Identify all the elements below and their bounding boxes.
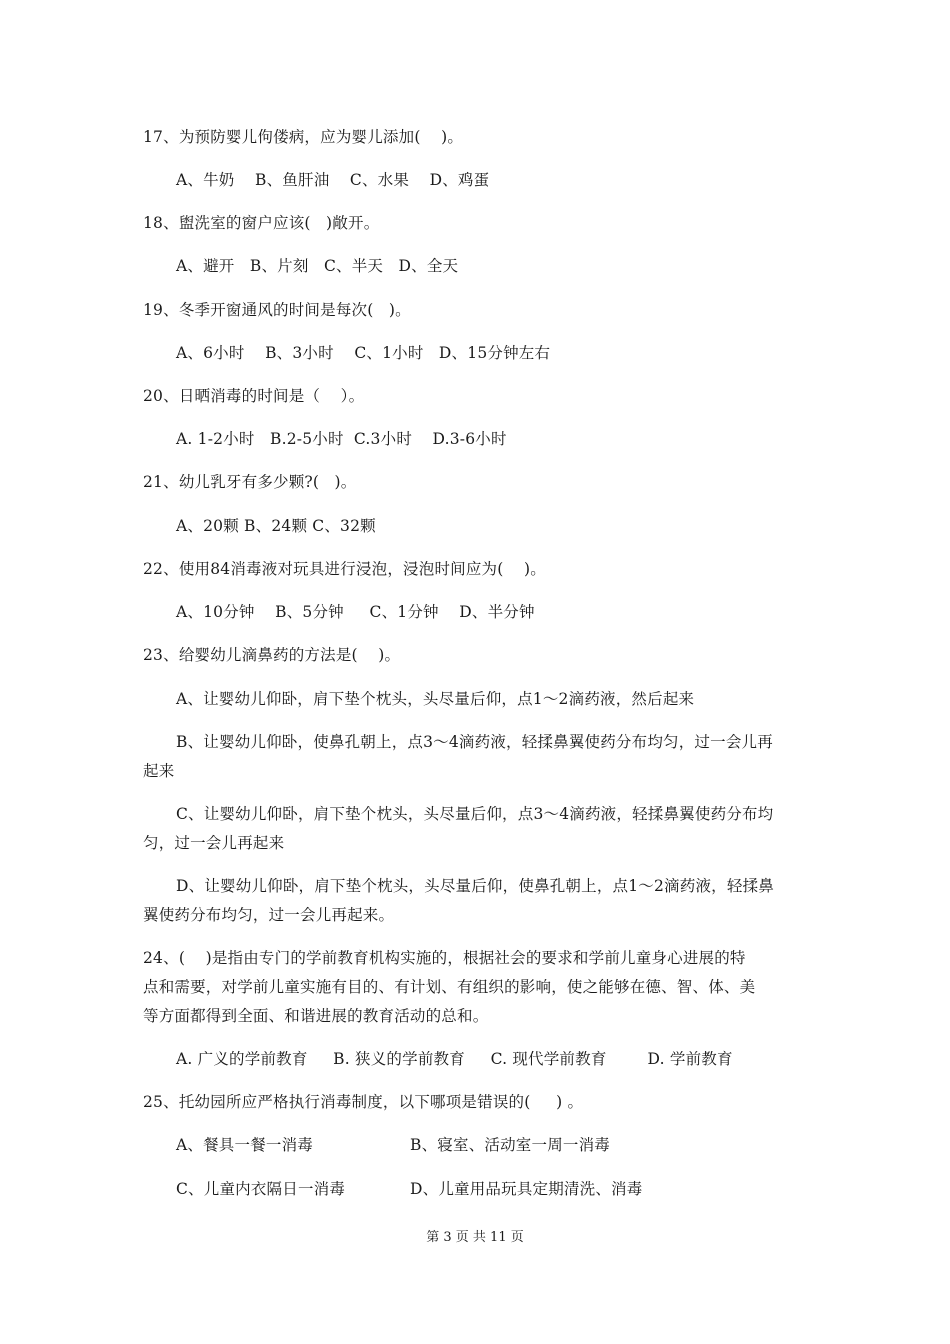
- question-22: 22、使用84消毒液对玩具进行浸泡，浸泡时间应为( )。: [143, 560, 546, 578]
- question-17: 17、为预防婴儿佝偻病，应为婴儿添加( )。: [143, 128, 464, 146]
- question-22-options: A、10分钟 B、5分钟 C、1分钟 D、半分钟: [176, 603, 535, 621]
- question-23-option-b-cont: 起来: [143, 762, 175, 780]
- question-23-option-a: A、让婴幼儿仰卧，肩下垫个枕头，头尽量后仰，点1～2滴药液，然后起来: [176, 690, 695, 708]
- question-25-option-d: D、儿童用品玩具定期清洗、消毒: [410, 1180, 643, 1198]
- question-23: 23、给婴幼儿滴鼻药的方法是( )。: [143, 646, 401, 664]
- question-19: 19、冬季开窗通风的时间是每次( )。: [143, 301, 411, 319]
- question-18-options: A、避开 B、片刻 C、半天 D、全天: [176, 257, 459, 275]
- question-24: 24、( )是指由专门的学前教育机构实施的，根据社会的要求和学前儿童身心进展的特: [143, 949, 746, 967]
- page-footer: 第 3 页 共 11 页: [426, 1230, 524, 1245]
- question-23-option-c-cont: 匀，过一会儿再起来: [143, 834, 285, 852]
- question-25-option-b: B、寝室、活动室一周一消毒: [410, 1136, 610, 1154]
- question-20-options: A. 1-2小时 B.2-5小时 C.3小时 D.3-6小时: [176, 430, 507, 448]
- question-23-option-c: C、让婴幼儿仰卧，肩下垫个枕头，头尽量后仰，点3～4滴药液，轻揉鼻翼使药分布均: [176, 805, 774, 823]
- question-20: 20、日晒消毒的时间是（ ）。: [143, 387, 365, 405]
- question-25-option-a: A、餐具一餐一消毒: [176, 1136, 313, 1154]
- question-17-options: A、牛奶 B、鱼肝油 C、水果 D、鸡蛋: [176, 171, 490, 189]
- question-25-option-c: C、儿童内衣隔日一消毒: [176, 1180, 346, 1198]
- question-21-options: A、20颗 B、24颗 C、32颗: [176, 517, 376, 535]
- question-21: 21、幼儿乳牙有多少颗?( )。: [143, 473, 357, 491]
- question-23-option-d: D、让婴幼儿仰卧，肩下垫个枕头，头尽量后仰，使鼻孔朝上，点1～2滴药液，轻揉鼻: [176, 877, 774, 895]
- question-24-cont-2: 等方面都得到全面、和谐进展的教育活动的总和。: [143, 1007, 489, 1025]
- question-19-options: A、6小时 B、3小时 C、1小时 D、15分钟左右: [176, 344, 551, 362]
- question-25: 25、托幼园所应严格执行消毒制度，以下哪项是错误的( ) 。: [143, 1093, 584, 1111]
- question-23-option-d-cont: 翼使药分布均匀，过一会儿再起来。: [143, 906, 395, 924]
- question-24-options: A. 广义的学前教育 B. 狭义的学前教育 C. 现代学前教育 D. 学前教育: [176, 1050, 733, 1068]
- question-24-cont-1: 点和需要，对学前儿童实施有目的、有计划、有组织的影响，使之能够在德、智、体、美: [143, 978, 756, 996]
- question-23-option-b: B、让婴幼儿仰卧，使鼻孔朝上，点3～4滴药液，轻揉鼻翼使药分布均匀，过一会儿再: [176, 733, 773, 751]
- question-18: 18、盥洗室的窗户应该( )敞开。: [143, 214, 380, 232]
